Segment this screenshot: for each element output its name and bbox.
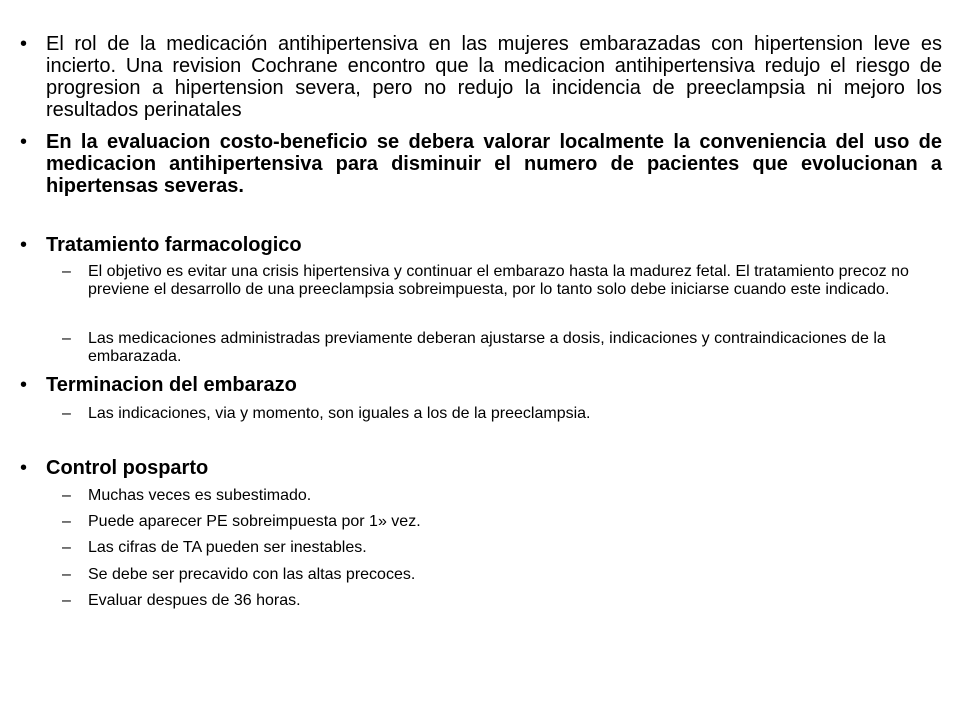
bullet-marker: • [20,457,28,479]
dash-marker: – [62,539,71,556]
dash-marker: – [62,592,71,609]
control-item: Puede aparecer PE sobreimpuesta por 1» vez. [88,513,421,530]
control-item: Muchas veces es subestimado. [88,487,312,504]
bullet-marker: • [20,234,28,256]
bullet-marker: • [20,33,28,55]
heading-terminacion: Terminacion del embarazo [46,374,297,396]
bullet-marker: • [20,374,28,396]
heading-tratamiento: Tratamiento farmacologico [46,234,302,256]
control-item: Se debe ser precavido con las altas precoces. [88,566,416,583]
control-item: Evaluar despues de 36 horas. [88,592,301,609]
dash-marker: – [62,566,71,583]
paragraph-cochrane: El rol de la medicación antihipertensiva en las mujeres embarazadas con hipertension leve es incierto. Una revision Cochrane encontro que la medicacion antihipertensiva redujo el riesgo de progresion a hipertension severa, pero no redujo la incidencia de preeclampsia ni mejoro los resultados perinatales [46,33,942,121]
bullet-marker: • [20,131,28,153]
tratamiento-item: El objetivo es evitar una crisis hipertensiva y continuar el embarazo hasta la madurez fetal. El tratamiento precoz no previene el desarrollo de una preeclampsia sobreimpuesta, por lo tanto solo debe iniciarse cuando este indicado. [88,263,909,298]
dash-marker: – [62,487,71,504]
terminacion-item: Las indicaciones, via y momento, son iguales a los de la preeclampsia. [88,405,591,422]
dash-marker: – [62,405,71,422]
paragraph-costo-beneficio: En la evaluacion costo-beneficio se debera valorar localmente la conveniencia del uso de medicacion antihipertensiva para disminuir el numero de pacientes que evolucionan a hipertensas severas. [46,131,942,197]
tratamiento-item: Las medicaciones administradas previamente deberan ajustarse a dosis, indicaciones y contraindicaciones de la embarazada. [88,330,886,365]
dash-marker: – [62,263,71,280]
dash-marker: – [62,330,71,347]
control-item: Las cifras de TA pueden ser inestables. [88,539,367,556]
heading-control: Control posparto [46,457,209,479]
dash-marker: – [62,513,71,530]
